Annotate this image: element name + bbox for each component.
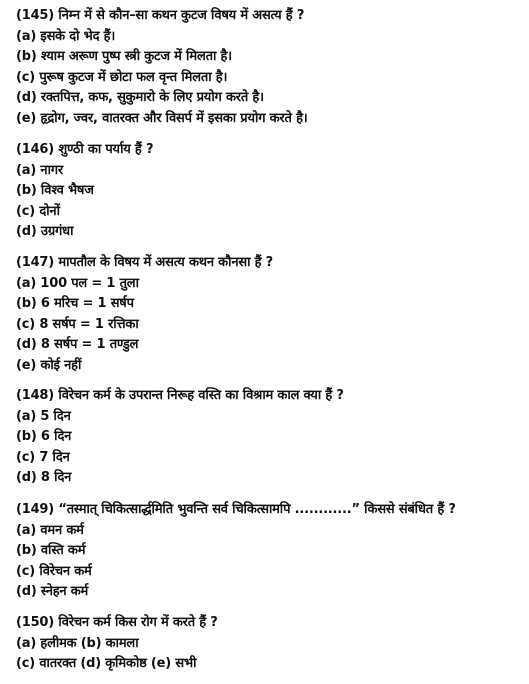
question-147: [16, 253, 521, 376]
option: [16, 356, 521, 377]
option: [16, 521, 521, 542]
option-label: (a): [16, 408, 37, 424]
option-text: 8 सर्षप = 1 रत्तिका: [39, 316, 139, 332]
option-label: (a): [16, 635, 37, 651]
option-text: वस्ति कर्म: [40, 543, 86, 558]
option: [16, 47, 521, 68]
option-text: नागर: [40, 162, 64, 178]
question-149: [16, 500, 521, 603]
option-text: 8 सर्षप = 1 तण्डुल: [40, 337, 139, 352]
question-150: [16, 613, 521, 675]
option-label: (c): [16, 69, 35, 85]
question-stem: [16, 140, 521, 161]
option: [16, 335, 521, 356]
option: [16, 88, 521, 109]
option: [16, 161, 521, 182]
option-label: (d): [16, 337, 37, 352]
option-text: कोई नहीं: [40, 357, 82, 373]
option-text: इसके दो भेद हैं।: [40, 28, 116, 44]
option-label: (b): [16, 296, 37, 311]
option-text: वातरक्त (d) कृमिकोष्ठ (e) सभी: [39, 656, 197, 671]
option-text: दोनों: [39, 203, 60, 219]
question-text: शुण्ठी का पर्याय हैं ?: [58, 142, 154, 157]
option-label: (c): [16, 449, 35, 465]
option-label: (a): [16, 275, 37, 291]
option-label: (b): [16, 183, 37, 198]
option-text: 6 मरिच = 1 सर्षप: [40, 296, 134, 311]
option-label: (d): [16, 90, 37, 105]
option: [16, 634, 521, 655]
option-label: (d): [16, 584, 37, 599]
option: [16, 315, 521, 336]
question-text: “तस्मात् चिकित्सार्द्धमिति भुवन्ति सर्व चिकित्सामपि ............” किससे संबंधित हैं ?: [58, 502, 456, 517]
option-label: (e): [16, 110, 37, 126]
option: [16, 68, 521, 89]
option-text: हलीमक (b) कामला: [40, 635, 139, 651]
option-label: (c): [16, 656, 35, 671]
option-label: (a): [16, 28, 37, 44]
option-text: पुरूष कुटज में छोटा फल वृन्त मिलता है।: [39, 69, 228, 85]
option: [16, 562, 521, 583]
question-stem: [16, 613, 521, 634]
question-146: [16, 140, 521, 243]
question-145: [16, 6, 521, 129]
option-label: (d): [16, 470, 37, 485]
option-label: (c): [16, 563, 35, 579]
option: [16, 582, 521, 603]
question-text: मापतौल के विषय में असत्य कथन कौनसा हैं ?: [58, 255, 273, 270]
option-text: 7 दिन: [39, 449, 70, 465]
option-label: (b): [16, 429, 37, 444]
option: [16, 468, 521, 489]
option: [16, 541, 521, 562]
option-text: विरेचन कर्म: [39, 563, 92, 579]
option: [16, 407, 521, 428]
option: [16, 27, 521, 48]
option-label: (c): [16, 316, 35, 332]
option-text: हृद्रोग, ज्वर, वातरक्त और विसर्प में इसका प्रयोग करते है।: [40, 110, 308, 126]
option-text: 8 दिन: [40, 470, 72, 485]
option: [16, 274, 521, 295]
question-148: [16, 386, 521, 489]
question-stem: [16, 386, 521, 407]
option-text: उग्रगंधा: [40, 224, 74, 239]
option-text: 6 दिन: [40, 429, 72, 444]
question-number: (148): [16, 388, 55, 403]
option: [16, 181, 521, 202]
option-text: 5 दिन: [40, 408, 71, 424]
question-text: विरेचन कर्म के उपरान्त निरूह वस्ति का विश्राम काल क्या हैं ?: [58, 388, 344, 403]
option: [16, 202, 521, 223]
question-stem: [16, 500, 521, 521]
question-stem: [16, 6, 521, 27]
option-text: स्नेहन कर्म: [40, 584, 89, 599]
option-label: (d): [16, 224, 37, 239]
option: [16, 448, 521, 469]
option-label: (b): [16, 49, 37, 64]
question-stem: [16, 253, 521, 274]
option-text: श्याम अरूण पुष्प स्त्री कुटज में मिलता है।: [40, 49, 232, 64]
option-label: (a): [16, 522, 37, 538]
option-label: (e): [16, 357, 37, 373]
question-text: निम्न में से कौन–सा कथन कुटज विषय में असत्य हैं ?: [58, 8, 305, 23]
option-label: (c): [16, 203, 35, 219]
option-label: (a): [16, 162, 37, 178]
question-number: (146): [16, 142, 55, 157]
option: [16, 294, 521, 315]
option: [16, 109, 521, 130]
option-text: विश्व भैषज: [40, 183, 94, 198]
question-number: (147): [16, 255, 55, 270]
option-label: (b): [16, 543, 37, 558]
option: [16, 222, 521, 243]
question-number: (150): [16, 615, 55, 630]
option: [16, 427, 521, 448]
option: [16, 654, 521, 675]
option-text: वमन कर्म: [40, 522, 84, 538]
question-text: विरेचन कर्म किस रोग में करते हैं ?: [58, 615, 218, 630]
question-number: (149): [16, 502, 55, 517]
option-text: रक्तपित्त, कफ, सुकुमारो के लिए प्रयोग करते है।: [40, 90, 264, 105]
option-text: 100 पल = 1 तुला: [40, 275, 139, 291]
question-number: (145): [16, 8, 55, 23]
